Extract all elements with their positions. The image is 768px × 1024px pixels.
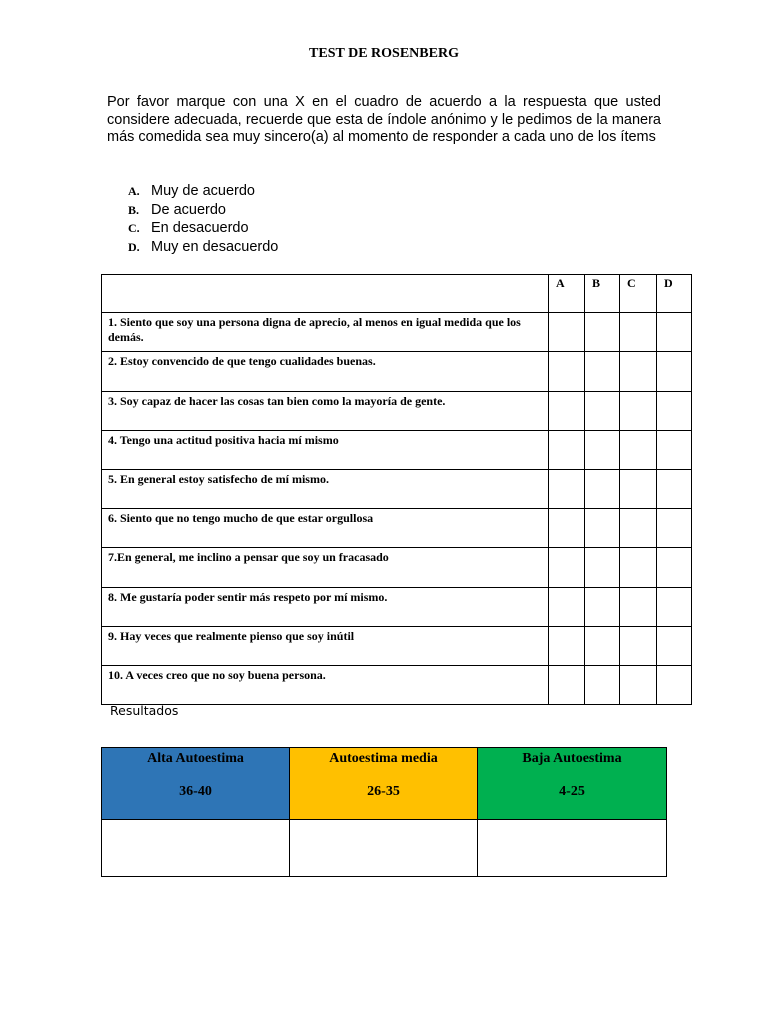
- option-text: En desacuerdo: [151, 220, 249, 237]
- answer-cell-c[interactable]: [620, 548, 657, 587]
- answer-cell-d[interactable]: [657, 626, 692, 665]
- result-name: Alta Autoestima: [147, 751, 244, 766]
- answer-cell-d[interactable]: [657, 469, 692, 508]
- result-low: [478, 748, 667, 820]
- result-range: 26-35: [367, 784, 400, 799]
- answer-cell-b[interactable]: [585, 626, 620, 665]
- result-name: Baja Autoestima: [522, 751, 622, 766]
- column-header-b: B: [585, 275, 620, 313]
- answer-cell-b[interactable]: [585, 509, 620, 548]
- option-letter: A.: [128, 184, 140, 198]
- result-high-answer-cell[interactable]: [102, 820, 290, 877]
- answer-cell-d[interactable]: [657, 313, 692, 352]
- table-row: [102, 548, 692, 587]
- page-title: TEST DE ROSENBERG: [309, 46, 459, 61]
- item-text: 3. Soy capaz de hacer las cosas tan bien como la mayoría de gente.: [102, 391, 549, 430]
- answer-cell-a[interactable]: [549, 587, 585, 626]
- answer-cell-c[interactable]: [620, 587, 657, 626]
- table-row: [102, 391, 692, 430]
- option-letter: D.: [128, 240, 140, 255]
- results-answer-row: [102, 820, 667, 877]
- option-letter: C.: [128, 221, 140, 236]
- item-text: 1. Siento que soy una persona digna de aprecio, al menos en igual medida que los demás.: [102, 313, 549, 352]
- table-row: [102, 430, 692, 469]
- answer-cell-a[interactable]: [549, 391, 585, 430]
- result-range: 36-40: [179, 784, 212, 799]
- item-text: 2. Estoy convencido de que tengo cualidades buenas.: [102, 352, 549, 391]
- table-row: [102, 626, 692, 665]
- answer-cell-c[interactable]: [620, 352, 657, 391]
- answer-cell-c[interactable]: [620, 430, 657, 469]
- table-row: [102, 352, 692, 391]
- result-range: 4-25: [559, 784, 585, 799]
- answer-cell-c[interactable]: [620, 509, 657, 548]
- table-row: [102, 665, 692, 704]
- result-low-answer-cell[interactable]: [478, 820, 667, 877]
- item-text: 8. Me gustaría poder sentir más respeto por mí mismo.: [102, 587, 549, 626]
- table-row: [102, 509, 692, 548]
- item-text: 4. Tengo una actitud positiva hacia mí mismo: [102, 430, 549, 469]
- item-column-header: [102, 275, 549, 313]
- option-c: [128, 220, 278, 239]
- answer-cell-d[interactable]: [657, 391, 692, 430]
- item-text: 9. Hay veces que realmente pienso que soy inútil: [102, 626, 549, 665]
- table-row: [102, 313, 692, 352]
- answer-cell-c[interactable]: [620, 391, 657, 430]
- instructions-paragraph: Por favor marque con una X en el cuadro de acuerdo a la respuesta que usted considere adecuada, recuerde que esta de índole anónimo y le pedimos de la manera más comedida sea muy sincero(a) al momento de responder a cada uno de los ítems: [107, 94, 661, 145]
- item-text: 10. A veces creo que no soy buena persona.: [102, 665, 549, 704]
- questionnaire-table: [101, 274, 692, 705]
- result-medium-answer-cell[interactable]: [290, 820, 478, 877]
- column-header-c: C: [620, 275, 657, 313]
- column-header-d: D: [657, 275, 692, 313]
- option-text: Muy de acuerdo: [151, 183, 255, 199]
- item-text: 5. En general estoy satisfecho de mí mismo.: [102, 469, 549, 508]
- answer-cell-d[interactable]: [657, 665, 692, 704]
- results-header-row: [102, 748, 667, 820]
- answer-cell-d[interactable]: [657, 352, 692, 391]
- option-text: Muy en desacuerdo: [151, 239, 279, 256]
- answer-cell-a[interactable]: [549, 430, 585, 469]
- answer-options-list: [128, 183, 278, 258]
- answer-cell-a[interactable]: [549, 352, 585, 391]
- table-row: [102, 469, 692, 508]
- answer-cell-b[interactable]: [585, 313, 620, 352]
- answer-cell-b[interactable]: [585, 469, 620, 508]
- option-d: [128, 239, 278, 258]
- option-a: [128, 183, 278, 202]
- answer-cell-a[interactable]: [549, 665, 585, 704]
- option-letter: B.: [128, 202, 140, 217]
- answer-cell-d[interactable]: [657, 548, 692, 587]
- answer-cell-b[interactable]: [585, 548, 620, 587]
- answer-cell-a[interactable]: [549, 548, 585, 587]
- answer-cell-d[interactable]: [657, 430, 692, 469]
- option-text: De acuerdo: [151, 201, 226, 218]
- table-header-row: [102, 275, 692, 313]
- answer-cell-c[interactable]: [620, 313, 657, 352]
- item-text: 6. Siento que no tengo mucho de que estar orgullosa: [102, 509, 549, 548]
- result-high: [102, 748, 290, 820]
- result-medium: [290, 748, 478, 820]
- answer-cell-d[interactable]: [657, 509, 692, 548]
- answer-cell-c[interactable]: [620, 469, 657, 508]
- answer-cell-c[interactable]: [620, 665, 657, 704]
- answer-cell-b[interactable]: [585, 352, 620, 391]
- results-label: Resultados: [110, 703, 179, 718]
- answer-cell-b[interactable]: [585, 587, 620, 626]
- answer-cell-a[interactable]: [549, 626, 585, 665]
- answer-cell-b[interactable]: [585, 430, 620, 469]
- option-b: [128, 202, 278, 221]
- result-name: Autoestima media: [329, 751, 438, 766]
- answer-cell-b[interactable]: [585, 665, 620, 704]
- answer-cell-b[interactable]: [585, 391, 620, 430]
- column-header-a: A: [549, 275, 585, 313]
- table-row: [102, 587, 692, 626]
- answer-cell-a[interactable]: [549, 313, 585, 352]
- answer-cell-a[interactable]: [549, 509, 585, 548]
- answer-cell-a[interactable]: [549, 469, 585, 508]
- answer-cell-d[interactable]: [657, 587, 692, 626]
- answer-cell-c[interactable]: [620, 626, 657, 665]
- item-text: 7.En general, me inclino a pensar que soy un fracasado: [102, 548, 549, 587]
- results-table: [101, 747, 667, 877]
